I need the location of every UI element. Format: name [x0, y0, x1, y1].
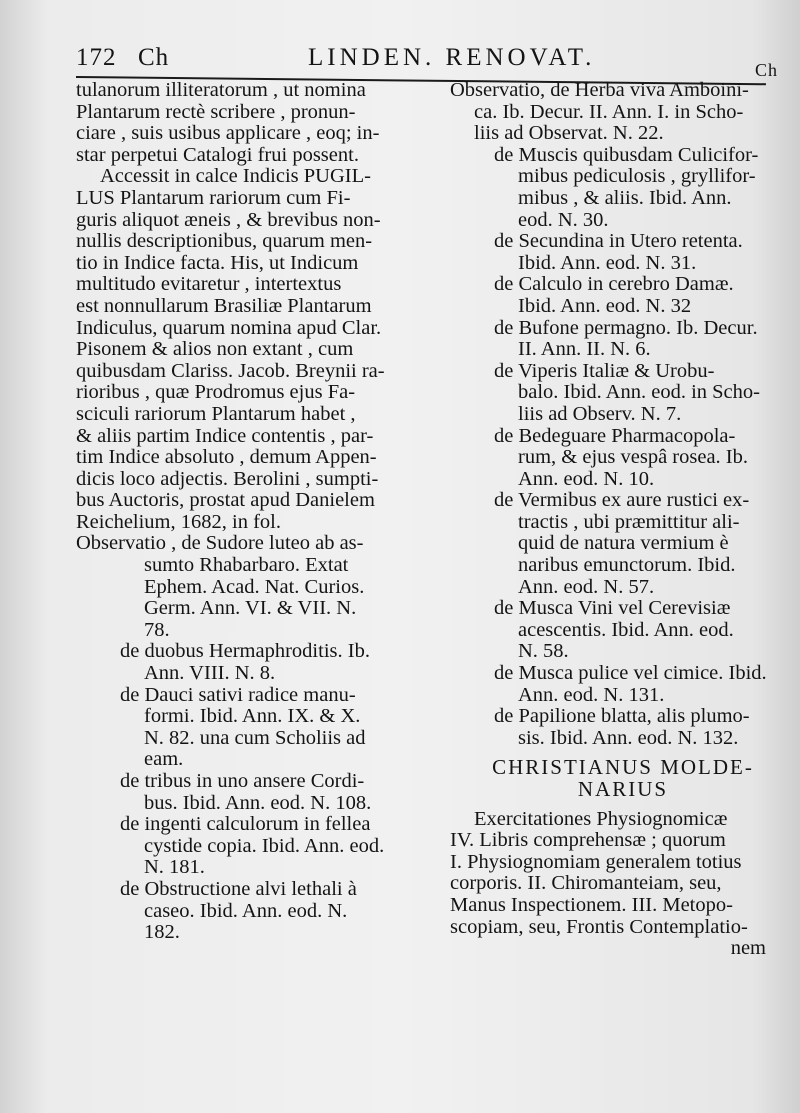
entry-calculo	[450, 274, 796, 317]
text-line: de Obstructione alvi lethali à	[120, 877, 357, 900]
text-line: ca. Ib. Decur. II. Ann. I. in Scho-	[474, 100, 744, 123]
text-line: Observatio, de Herba viva Amboini-	[450, 79, 749, 101]
catchword: nem	[730, 937, 766, 960]
text-line: Accessit in calce Indicis PUGIL-	[100, 165, 371, 188]
text-line: & aliis partim Indice contentis , par-	[76, 424, 374, 447]
entry-bufone	[450, 318, 796, 361]
entry-papilione	[450, 706, 796, 749]
text-line: sumto Rhabarbaro. Extat	[144, 554, 349, 577]
text-line: N. 82. una cum Scholiis ad	[144, 726, 366, 749]
text-line: balo. Ibid. Ann. eod. in Scho-	[518, 381, 760, 404]
left-column	[76, 80, 436, 944]
text-line: LUS Plantarum rariorum cum Fi-	[76, 186, 351, 209]
text-line: de duobus Hermaphroditis. Ib.	[120, 640, 370, 663]
text-line: 182.	[144, 921, 180, 944]
entry-calculorum	[76, 814, 436, 879]
text-line: naribus emunctorum. Ibid.	[518, 554, 736, 577]
text-line: quid de natura vermium è	[518, 532, 729, 555]
text-line: Manus Inspectionem. III. Metopo-	[450, 893, 733, 916]
text-line: de Bedeguare Pharmacopola-	[494, 424, 736, 447]
text-line: Observatio , de Sudore luteo ab as-	[76, 532, 364, 555]
text-line: de Viperis Italiæ & Urobu-	[494, 359, 715, 382]
text-line: Ann. eod. N. 57.	[518, 575, 655, 598]
entry-obstructione	[76, 879, 436, 944]
running-title: LINDEN. RENOVAT.	[308, 44, 596, 71]
entry-secundina	[450, 231, 796, 274]
text-line: Ann. eod. N. 131.	[518, 683, 665, 706]
text-line: formi. Ibid. Ann. IX. & X.	[144, 705, 361, 728]
text-line: nullis descriptionibus, quarum men-	[76, 230, 373, 253]
text-line: liis ad Observat. N. 22.	[474, 122, 664, 145]
page-number: 172	[76, 44, 117, 71]
text-line: Ann. VIII. N. 8.	[144, 662, 276, 685]
text-line: cystide copia. Ibid. Ann. eod.	[144, 834, 385, 857]
entry-vermibus	[450, 490, 796, 598]
text-line: multitudo evitaretur , intertextus	[76, 273, 342, 296]
text-line: tractis , ubi præmittitur ali-	[518, 510, 740, 533]
text-line: acescentis. Ibid. Ann. eod.	[518, 618, 734, 641]
text-line: Germ. Ann. VI. & VII. N.	[144, 597, 357, 620]
text-line: eod. N. 30.	[518, 208, 609, 231]
text-line: bus Auctoris, prostat apud Danielem	[76, 489, 375, 512]
text-line: Indiculus, quarum nomina apud Clar.	[76, 316, 382, 339]
text-line: guris aliquot æneis , & brevibus non-	[76, 208, 381, 231]
text-line: tio in Indice facta. His, ut Indicum	[76, 251, 359, 274]
text-line: N. 181.	[144, 856, 205, 879]
text-line: Pisonem & alios non extant , cum	[76, 338, 354, 361]
entry-musca-pulice	[450, 663, 796, 706]
text-line: tulanorum illiteratorum , ut nomina	[76, 79, 366, 101]
exercitationes-paragraph	[450, 809, 796, 960]
left-catchword: Ch	[138, 44, 170, 71]
text-line: de Secundina in Utero retenta.	[494, 230, 743, 253]
text-line: de Musca Vini vel Cerevisiæ	[494, 597, 731, 620]
text-line: de Bufone permagno. Ib. Decur.	[494, 316, 758, 339]
text-line: de Calculo in cerebro Damæ.	[494, 273, 734, 296]
text-line: de ingenti calculorum in fellea	[120, 813, 371, 836]
text-line: bus. Ibid. Ann. eod. N. 108.	[144, 791, 372, 814]
text-line: I. Physiognomiam generalem totius	[450, 850, 742, 873]
text-line: Plantarum rectè scribere , pronun-	[76, 100, 356, 123]
text-line: sis. Ibid. Ann. eod. N. 132.	[518, 726, 739, 749]
text-line: II. Ann. II. N. 6.	[518, 338, 651, 361]
intro-paragraph	[76, 80, 436, 166]
entry-musca-vini	[450, 598, 796, 663]
text-line: caseo. Ibid. Ann. eod. N.	[144, 899, 348, 922]
text-line: sciculi rariorum Plantarum habet ,	[76, 402, 356, 425]
text-line: rioribus , quæ Prodromus ejus Fa-	[76, 381, 356, 404]
text-line: 78.	[144, 618, 170, 641]
text-line: IV. Libris comprehensæ ; quorum	[450, 829, 726, 852]
text-line: scopiam, seu, Frontis Contemplatio-	[450, 915, 748, 938]
text-line: Ann. eod. N. 10.	[518, 467, 655, 490]
right-column	[450, 80, 796, 960]
text-line: Exercitationes Physiognomicæ	[474, 807, 728, 830]
entry-viperis	[450, 361, 796, 426]
entry-hermaphroditis	[76, 641, 436, 684]
text-line: N. 58.	[518, 640, 569, 663]
text-line: Ephem. Acad. Nat. Curios.	[144, 575, 365, 598]
entry-bedeguare	[450, 426, 796, 491]
entry-muscis	[450, 145, 796, 231]
observatio-entry	[76, 533, 436, 641]
text-line: eam.	[144, 748, 184, 771]
entry-herba-viva	[450, 80, 796, 145]
text-line: quibusdam Clariss. Jacob. Breynii ra-	[76, 359, 385, 382]
page-header	[76, 44, 778, 78]
text-line: Ibid. Ann. eod. N. 32	[518, 294, 692, 317]
text-line: de Papilione blatta, alis plumo-	[494, 705, 750, 728]
heading-line: NARIUS	[577, 777, 669, 801]
text-line: corporis. II. Chiromanteiam, seu,	[450, 872, 722, 895]
text-line: dicis loco adjectis. Berolini , sumpti-	[76, 467, 379, 490]
text-line: est nonnullarum Brasiliæ Plantarum	[76, 294, 372, 317]
text-line: mibus , & aliis. Ibid. Ann.	[518, 186, 732, 209]
entry-dauci	[76, 685, 436, 771]
text-line: rum, & ejus vespâ rosea. Ib.	[518, 446, 748, 469]
heading-line: CHRISTIANUS MOLDE-	[492, 755, 754, 780]
text-line: mibus pediculosis , gryllifor-	[518, 165, 756, 188]
text-line: Reichelium, 1682, in fol.	[76, 510, 281, 533]
text-line: liis ad Observ. N. 7.	[518, 402, 682, 425]
text-line: de Musca pulice vel cimice. Ibid.	[494, 662, 767, 685]
author-heading	[450, 757, 796, 800]
text-line: Ibid. Ann. eod. N. 31.	[518, 251, 697, 274]
text-line: ciare , suis usibus applicare , eoq; in-	[76, 122, 380, 145]
text-line: tim Indice absoluto , demum Appen-	[76, 446, 377, 469]
entry-cordibus	[76, 771, 436, 814]
text-line: star perpetui Catalogi frui possent.	[76, 143, 359, 166]
text-line: de tribus in uno ansere Cordi-	[120, 770, 365, 792]
text-line: de Dauci sativi radice manu-	[120, 683, 356, 706]
pugillus-paragraph	[76, 166, 436, 533]
text-line: de Vermibus ex aure rustici ex-	[494, 489, 750, 512]
right-catchword: Ch	[754, 60, 778, 80]
text-line: de Muscis quibusdam Culicifor-	[494, 143, 759, 166]
